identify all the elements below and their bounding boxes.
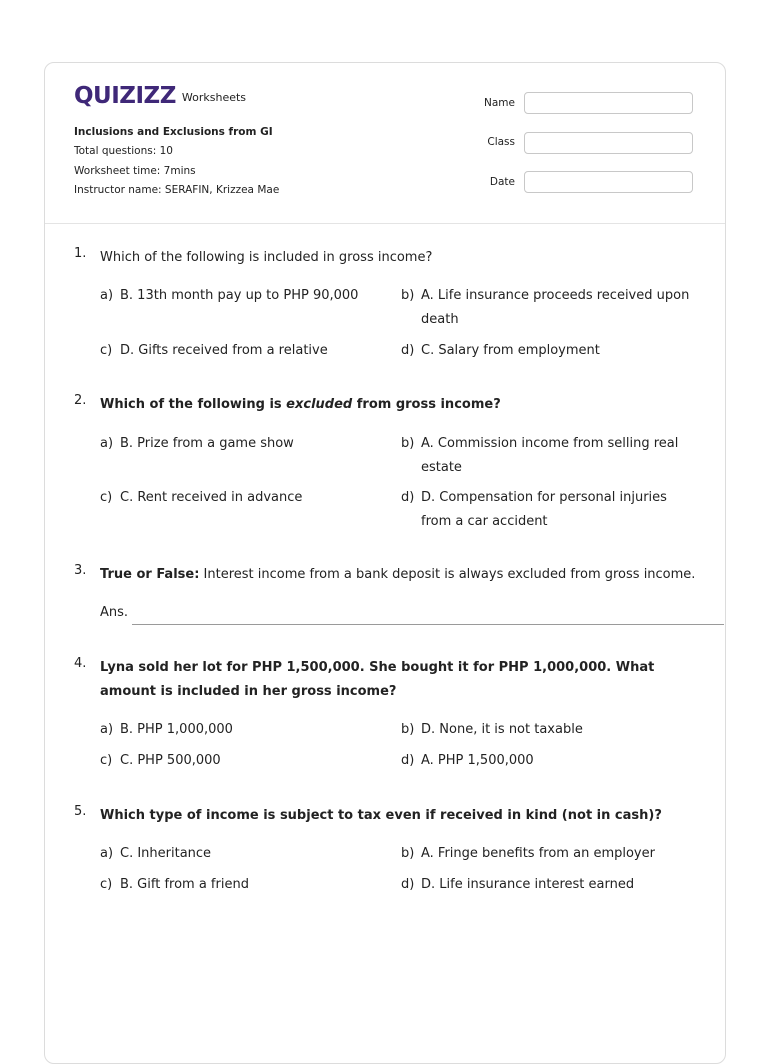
option-text: B. PHP 1,000,000	[120, 722, 233, 737]
option-text: D. Life insurance interest earned	[421, 877, 635, 892]
brand-subtitle: Worksheets	[181, 90, 247, 104]
q2-option-a[interactable]	[100, 432, 400, 456]
q2-option-b[interactable]	[401, 432, 701, 480]
option-label: b)	[401, 846, 415, 861]
option-text: C. Rent received in advance	[120, 490, 303, 505]
q4-option-a[interactable]	[100, 718, 400, 742]
option-label: a)	[100, 436, 114, 451]
q4-option-d[interactable]	[401, 749, 701, 773]
answer-label: Ans.	[100, 605, 129, 620]
option-text: D. Compensation for personal injuries from a car accident	[421, 490, 667, 529]
option-label: c)	[100, 490, 113, 505]
option-text: C. PHP 500,000	[120, 753, 221, 768]
worksheet-header	[45, 63, 725, 224]
worksheet-title: Inclusions and Exclusions from GI	[74, 126, 273, 138]
worksheet-card	[44, 62, 726, 1064]
question-text	[100, 563, 704, 587]
question-text	[100, 393, 704, 417]
option-text: A. Fringe benefits from an employer	[421, 846, 655, 861]
brand	[74, 83, 246, 109]
q1-option-d[interactable]	[401, 339, 701, 363]
date-label: Date	[489, 176, 515, 188]
question-text-start: Which of the following is	[100, 397, 287, 412]
class-label: Class	[487, 136, 515, 148]
option-label: d)	[401, 490, 415, 505]
name-field[interactable]	[524, 92, 693, 114]
date-field[interactable]	[524, 171, 693, 193]
option-label: d)	[401, 877, 415, 892]
question-number: 1.	[74, 246, 87, 261]
q5-option-d[interactable]	[401, 873, 701, 897]
option-label: a)	[100, 846, 114, 861]
option-label: b)	[401, 722, 415, 737]
option-label: c)	[100, 753, 113, 768]
question-text-rest: Interest income from a bank deposit is always excluded from gross income.	[199, 567, 696, 582]
question-text: Which of the following is included in gross income?	[100, 250, 433, 265]
quizizz-logo: QUIZIZZ	[74, 83, 176, 109]
option-label: b)	[401, 288, 415, 303]
q5-option-c[interactable]	[100, 873, 400, 897]
q4-option-c[interactable]	[100, 749, 400, 773]
q5-option-b[interactable]	[401, 842, 701, 866]
q2-option-d[interactable]	[401, 486, 701, 534]
instructor-name: Instructor name: SERAFIN, Krizzea Mae	[74, 184, 280, 196]
question-text-end: from gross income?	[352, 397, 501, 412]
question-number: 3.	[74, 563, 87, 578]
worksheet-time: Worksheet time: 7mins	[74, 165, 196, 177]
option-label: c)	[100, 343, 113, 358]
q4-option-b[interactable]	[401, 718, 701, 742]
question-text-emphasis: excluded	[286, 397, 353, 412]
answer-line[interactable]	[132, 624, 724, 625]
q2-option-c[interactable]	[100, 486, 400, 510]
option-text: D. None, it is not taxable	[421, 722, 583, 737]
question-number: 4.	[74, 656, 87, 671]
option-label: d)	[401, 753, 415, 768]
option-text: C. Salary from employment	[421, 343, 600, 358]
question-text: Which type of income is subject to tax even if received in kind (not in cash)?	[100, 808, 662, 823]
option-label: d)	[401, 343, 415, 358]
question-text-bold: True or False:	[100, 567, 200, 582]
q1-option-a[interactable]	[100, 284, 400, 308]
option-text: A. PHP 1,500,000	[421, 753, 534, 768]
question-number: 5.	[74, 804, 87, 819]
total-questions: Total questions: 10	[74, 145, 173, 157]
class-field[interactable]	[524, 132, 693, 154]
q1-option-b[interactable]	[401, 284, 701, 332]
option-text: D. Gifts received from a relative	[120, 343, 328, 358]
q5-option-a[interactable]	[100, 842, 400, 866]
name-label: Name	[484, 97, 515, 109]
option-label: a)	[100, 288, 114, 303]
option-text: B. Gift from a friend	[120, 877, 249, 892]
option-label: a)	[100, 722, 114, 737]
option-label: b)	[401, 436, 415, 451]
option-text: A. Commission income from selling real estate	[421, 436, 679, 475]
option-text: B. 13th month pay up to PHP 90,000	[120, 288, 359, 303]
question-number: 2.	[74, 393, 87, 408]
option-text: A. Life insurance proceeds received upon death	[421, 288, 690, 327]
q1-option-c[interactable]	[100, 339, 400, 363]
option-text: C. Inheritance	[120, 846, 212, 861]
question-text: Lyna sold her lot for PHP 1,500,000. She bought it for PHP 1,000,000. What amount is included in her gross income?	[100, 660, 655, 699]
option-label: c)	[100, 877, 113, 892]
option-text: B. Prize from a game show	[120, 436, 294, 451]
